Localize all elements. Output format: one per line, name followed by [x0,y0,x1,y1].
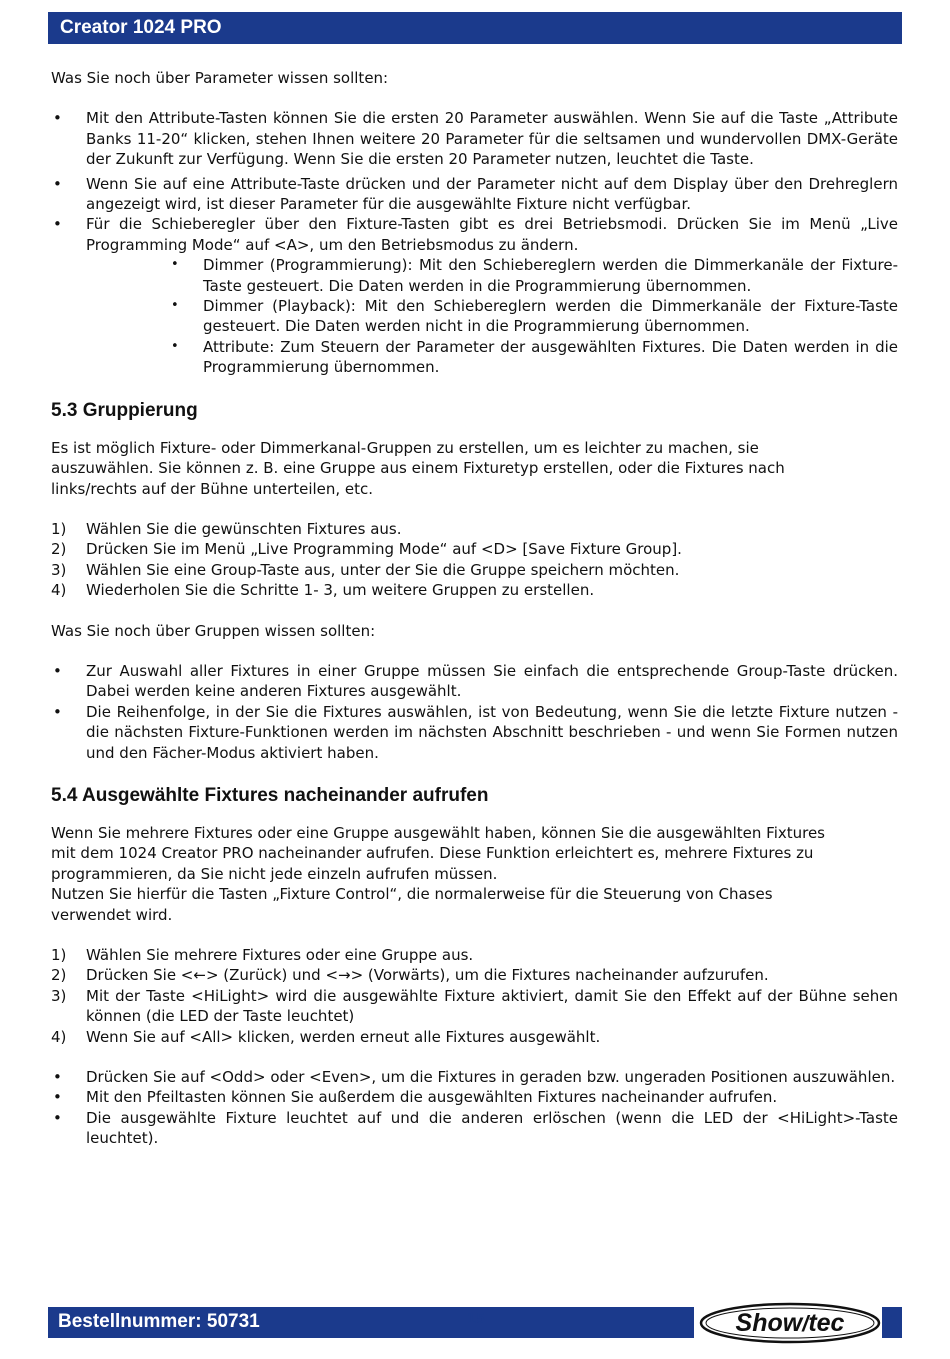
section-heading-5-4: 5.4 Ausgewählte Fixtures nacheinander aufrufen [51,784,489,806]
list-item: 1) Wählen Sie die gewünschten Fixtures aus. [51,519,402,538]
header-bar [48,12,902,44]
list-item: 4) Wenn Sie auf <All> klicken, werden erneut alle Fixtures ausgewählt. [51,1027,601,1046]
list-item: • Die ausgewählte Fixture leuchtet auf und die anderen erlöschen (wenn die LED der <HiLight>-Taste leuchtet). [51,1108,898,1149]
footer-bar [48,1307,694,1338]
list-item: 2) Drücken Sie im Menü „Live Programming Mode“ auf <D> [Save Fixture Group]. [51,540,682,559]
document-body [51,68,898,1149]
list-item: 3) Mit der Taste <HiLight> wird die ausgewählte Fixture aktiviert, damit Sie den Effekt auf der Bühne sehen können (die LED der Taste leuchtet) [51,986,898,1026]
showtec-logo [698,1301,882,1345]
section-intro-line: links/rechts auf der Bühne unterteilen, etc. [51,479,374,498]
section-intro-line: Wenn Sie mehrere Fixtures oder eine Gruppe ausgewählt haben, können Sie die ausgewählten Fixtures [51,823,826,842]
list-item: • Für die Schieberegler über den Fixture-Tasten gibt es drei Betriebsmodi. Drücken Sie im Menü „Live Programming Mode“ auf <A>, um den Betriebsmodus zu ändern. [51,214,898,255]
list-item: • Attribute: Zum Steuern der Parameter der ausgewählten Fixtures. Die Daten werden in die Programmierung übernommen. [51,337,898,378]
order-number: Bestellnummer: 50731 [58,1311,260,1332]
page-number: 15 [466,1312,486,1327]
list-item: • Drücken Sie auf <Odd> oder <Even>, um die Fixtures in geraden bzw. ungeraden Positionen auszuwählen. [51,1067,898,1087]
list-item: • Zur Auswahl aller Fixtures in einer Gruppe müssen Sie einfach die entsprechende Group-Taste drücken. Dabei werden keine anderen Fixtures ausgewählt. [51,661,898,702]
list-item: • Dimmer (Playback): Mit den Schiebereglern werden die Dimmerkanäle der Fixture-Taste gesteuert. Die Daten werden nicht in die Programmierung übernommen. [51,296,898,337]
list-item: • Die Reihenfolge, in der Sie die Fixtures auswählen, ist von Bedeutung, wenn Sie die letzte Fixture nutzen - die nächsten Fixture-Funktionen werden im nächsten Abschnitt beschrieben - und wenn Sie Formen nutzen und den Fächer-Modus aktiviert haben. [51,702,898,763]
section-intro-line: Nutzen Sie hierfür die Tasten „Fixture Control“, die normalerweise für die Steuerung von Chases [51,885,773,904]
section-heading-5-3: 5.3 Gruppierung [51,399,198,421]
list-item: 1) Wählen Sie mehrere Fixtures oder eine Gruppe aus. [51,946,474,964]
list-item: 2) Drücken Sie <←> (Zurück) und <→> (Vorwärts), um die Fixtures nacheinander aufzurufen. [51,966,769,985]
section-intro-line: verwendet wird. [51,905,173,924]
section-intro-line: Es ist möglich Fixture- oder Dimmerkanal-Gruppen zu erstellen, um es leichter zu machen, sie [51,438,759,457]
sequence-steps [51,945,898,1047]
section-intro-line: programmieren, da Sie nicht jede einzeln aufrufen müssen. [51,864,498,883]
list-item: 3) Wählen Sie eine Group-Taste aus, unter der Sie die Gruppe speichern möchten. [51,560,680,579]
groups-notes-title: Was Sie noch über Gruppen wissen sollten: [51,621,376,640]
mode-sub-list [51,255,898,377]
section-intro-line: auszuwählen. Sie können z. B. eine Gruppe aus einem Fixturetyp erstellen, oder die Fixtures nach [51,459,785,478]
list-item: • Wenn Sie auf eine Attribute-Taste drücken und der Parameter nicht auf dem Display über den Drehreglern angezeigt wird, ist dieser Parameter für die ausgewählte Fixture nicht verfügbar. [51,174,898,215]
list-item: 4) Wiederholen Sie die Schritte 1- 3, um weitere Gruppen zu erstellen. [51,581,595,600]
svg-text:Show/tec: Show/tec [735,1309,845,1337]
section-intro-line: mit dem 1024 Creator PRO nacheinander aufrufen. Diese Funktion erleichtert es, mehrere Fixtures zu [51,844,814,863]
footer-bar-end [882,1307,902,1338]
grouping-steps [51,519,898,601]
page-title: Creator 1024 PRO [60,17,222,38]
groups-notes-list [51,661,898,763]
param-bullet-list [51,108,898,255]
list-item: • Mit den Pfeiltasten können Sie außerdem die ausgewählten Fixtures nacheinander aufrufen. [51,1087,898,1107]
params-intro: Was Sie noch über Parameter wissen sollten: [51,69,389,87]
list-item: • Dimmer (Programmierung): Mit den Schiebereglern werden die Dimmerkanäle der Fixture-Taste gesteuert. Die Daten werden in die Programmierung übernommen. [51,255,898,296]
list-item: • Mit den Attribute-Tasten können Sie die ersten 20 Parameter auswählen. Wenn Sie auf die Taste „Attribute Banks 11-20“ klicken, stehen Ihnen weitere 20 Parameter für die seltsamen und wundervollen DMX-Geräte der Zukunft zur Verfügung. Wenn Sie die ersten 20 Parameter nutzen, leuchtet die Taste. [51,108,898,169]
sequence-notes-list [51,1067,898,1149]
